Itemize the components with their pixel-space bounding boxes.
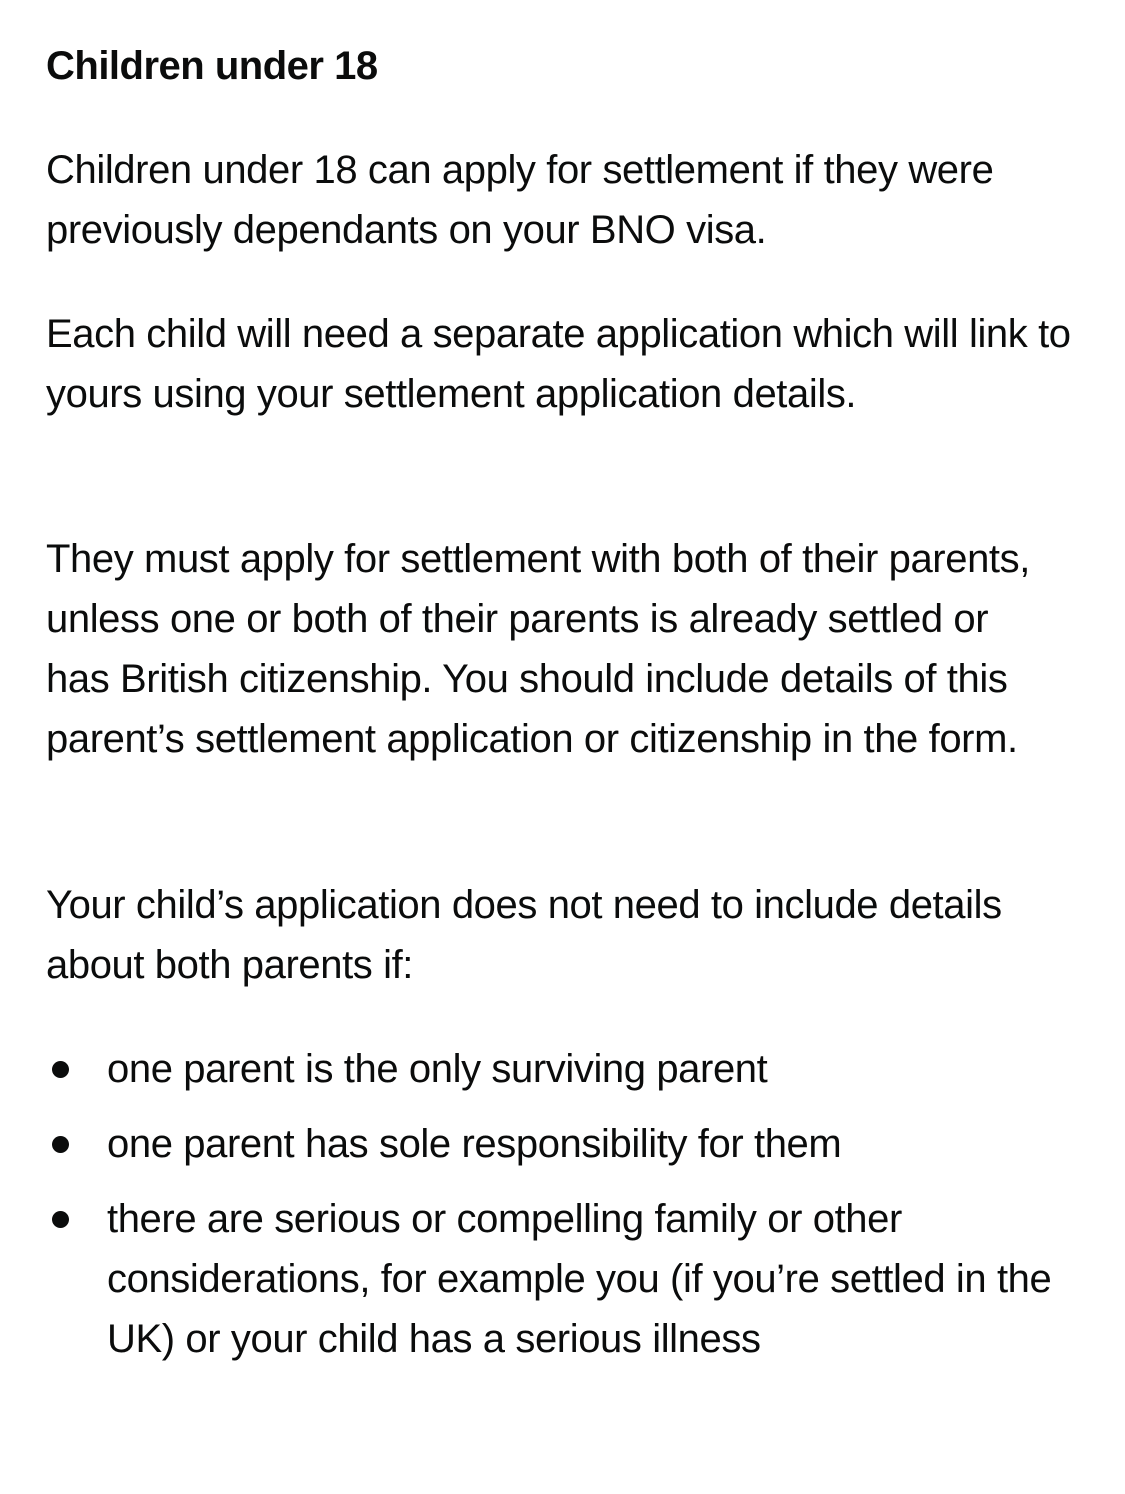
paragraph-separate-application: Each child will need a separate application which will link to yours using your settlement application details. <box>46 312 1071 416</box>
exceptions-list <box>46 1039 1086 1384</box>
list-item <box>46 1039 1086 1099</box>
list-item <box>46 1189 1086 1369</box>
list-item <box>46 1114 1086 1174</box>
bullet-icon <box>52 1211 69 1228</box>
content-section <box>46 36 1096 1361</box>
paragraph-eligibility: Children under 18 can apply for settlement if they were previously dependants on your BNO visa. <box>46 148 994 252</box>
paragraph-exceptions-intro: Your child’s application does not need to include details about both parents if: <box>46 883 1002 987</box>
bullet-icon <box>52 1136 69 1153</box>
bullet-icon <box>52 1061 69 1078</box>
section-heading: Children under 18 <box>46 44 378 88</box>
paragraph-both-parents: They must apply for settlement with both of their parents, unless one or both of their parents is already settled or has British citizenship. You should include details of this parent’s settlement application or citizenship in the form. <box>46 537 1030 761</box>
list-item-text: one parent is the only surviving parent <box>107 1047 768 1091</box>
list-item-text: one parent has sole responsibility for them <box>107 1122 842 1166</box>
list-item-text: there are serious or compelling family or other considerations, for example you (if you’re settled in the UK) or your child has a serious illness <box>107 1197 1052 1361</box>
